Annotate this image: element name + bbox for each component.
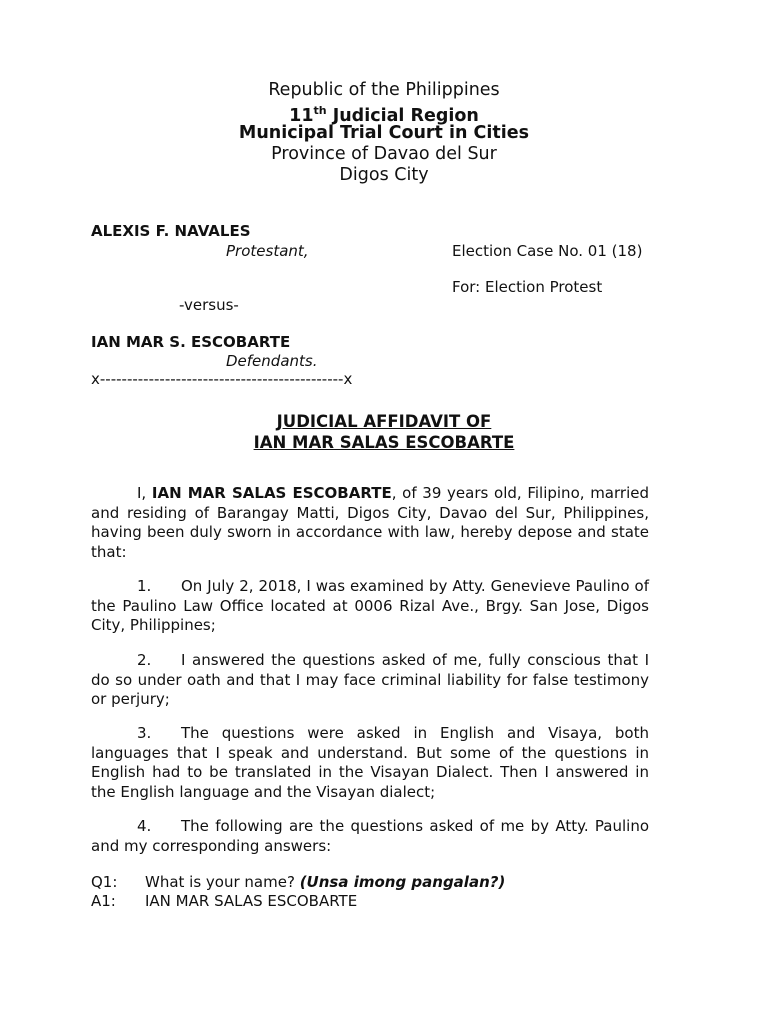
affiant-name: IAN MAR SALAS ESCOBARTE [151,484,392,502]
defendant-role: Defendants. [226,352,318,370]
item-number: 2. [137,651,152,669]
protestant-name: ALEXIS F. NAVALES [91,222,251,240]
intro-paragraph [91,484,649,562]
item-number: 4. [137,817,152,835]
paragraph-item [91,651,649,710]
answer-label: A1: [91,892,116,910]
qa-question-row [0,872,768,892]
intro-pre: I, [137,484,152,502]
header-province: Province of Davao del Sur [271,144,497,164]
header-region-text: Judicial Region [326,105,479,126]
qa-answer-row [0,891,768,911]
defendant-name: IAN MAR S. ESCOBARTE [91,333,291,351]
versus-label: -versus- [179,296,239,314]
protestant-role: Protestant, [226,242,309,260]
header-court: Municipal Trial Court in Cities [238,123,530,143]
case-subject: For: Election Protest [452,278,603,296]
document-title-line1: JUDICIAL AFFIDAVIT OF [276,412,492,431]
case-number: Election Case No. 01 (18) [452,242,643,260]
intro-post: , of 39 years old, Filipino, married and residing of Barangay Matti, Digos City, Davao del Sur, Philippines, having been duly sworn in accordance with law, hereby depose and state that: [91,484,649,561]
header-republic: Republic of the Philippines [268,80,500,100]
paragraph-item [91,817,649,856]
header-region-suffix: th [313,104,327,117]
item-text: On July 2, 2018, I was examined by Atty. Genevieve Paulino of the Paulino Law Office located at 0006 Rizal Ave., Brgy. San Jose, Digos City, Philippines; [91,577,649,634]
item-number: 3. [137,724,152,742]
caption-separator: x---------------------------------------------x [91,370,353,388]
document-title-line2: IAN MAR SALAS ESCOBARTE [253,433,515,452]
paragraph-item [91,577,649,636]
question-text [145,872,505,892]
item-text: The questions were asked in English and Visaya, both languages that I speak and understand. But some of the questions in English had to be translated in the Visayan Dialect. Then I answered in the English language and the Visayan dialect; [91,724,649,801]
answer-text: IAN MAR SALAS ESCOBARTE [145,892,358,910]
header-city: Digos City [339,165,429,185]
question-label: Q1: [91,873,118,891]
item-number: 1. [137,577,152,595]
question-translation: (Unsa imong pangalan?) [299,873,506,891]
header-region-number: 11 [289,105,314,126]
paragraph-item [91,724,649,802]
item-text: The following are the questions asked of me by Atty. Paulino and my corresponding answers: [91,817,649,855]
item-text: I answered the questions asked of me, fully conscious that I do so under oath and that I may face criminal liability for false testimony or perjury; [91,651,649,708]
question-english: What is your name? [145,873,300,891]
